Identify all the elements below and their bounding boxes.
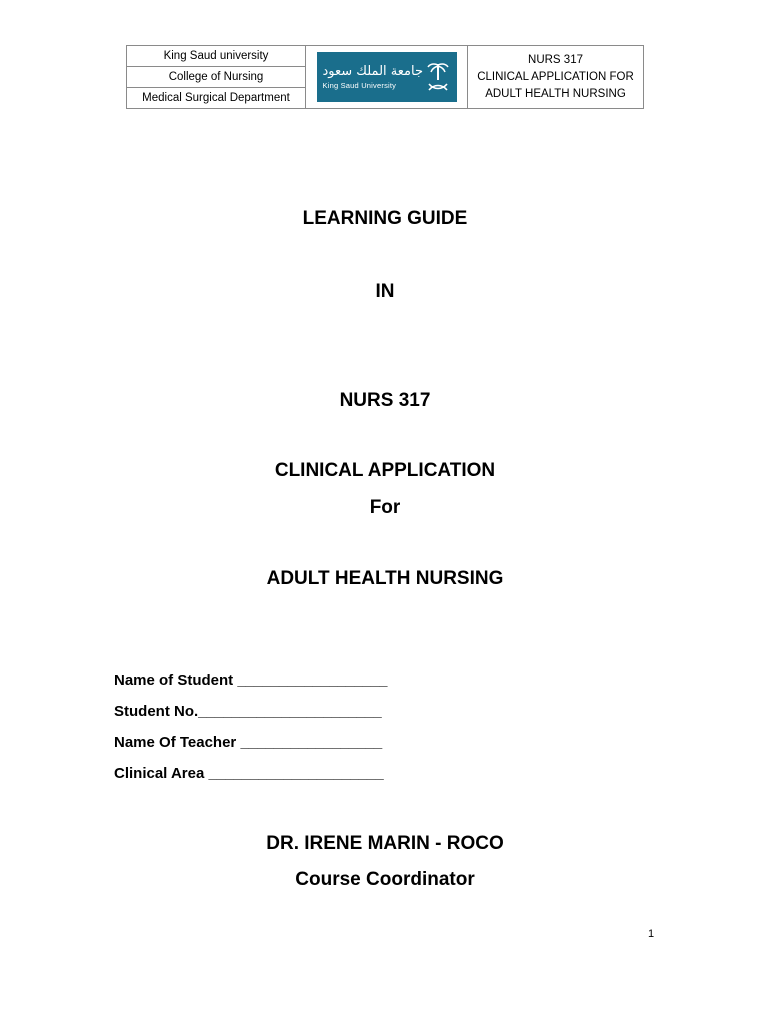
college-name: College of Nursing xyxy=(127,67,305,88)
course-title-line2: ADULT HEALTH NURSING xyxy=(485,87,626,100)
title-for: For xyxy=(369,497,401,518)
page-number: 1 xyxy=(648,928,655,940)
header-right-cell xyxy=(468,46,643,108)
title-course-code: NURS 317 xyxy=(339,390,431,411)
teacher-name-field: Name Of Teacher _________________ xyxy=(114,734,383,751)
course-code: NURS 317 xyxy=(528,53,583,66)
department-name: Medical Surgical Department xyxy=(142,92,290,104)
title-learning-guide: LEARNING GUIDE xyxy=(302,208,468,229)
coordinator-role: Course Coordinator xyxy=(295,869,475,890)
clinical-area-field: Clinical Area _____________________ xyxy=(114,765,384,782)
palm-swords-emblem-icon xyxy=(425,60,451,94)
student-name-field: Name of Student __________________ xyxy=(114,672,388,689)
coordinator-name: DR. IRENE MARIN - ROCO xyxy=(266,833,504,854)
student-number-field: Student No.______________________ xyxy=(114,703,382,720)
course-title-line1: CLINICAL APPLICATION FOR xyxy=(477,70,634,83)
university-name: King Saud university xyxy=(127,46,305,67)
title-in: IN xyxy=(375,281,395,302)
university-logo xyxy=(317,52,457,102)
logo-english-text: King Saud University xyxy=(322,81,397,90)
title-adult-health-nursing: ADULT HEALTH NURSING xyxy=(266,568,504,589)
header-left-cell xyxy=(127,46,306,108)
header-table xyxy=(126,45,644,109)
title-clinical-application: CLINICAL APPLICATION xyxy=(274,460,496,481)
header-logo-cell xyxy=(306,46,468,108)
logo-arabic-text: جامعة الملك سعود xyxy=(322,64,423,79)
